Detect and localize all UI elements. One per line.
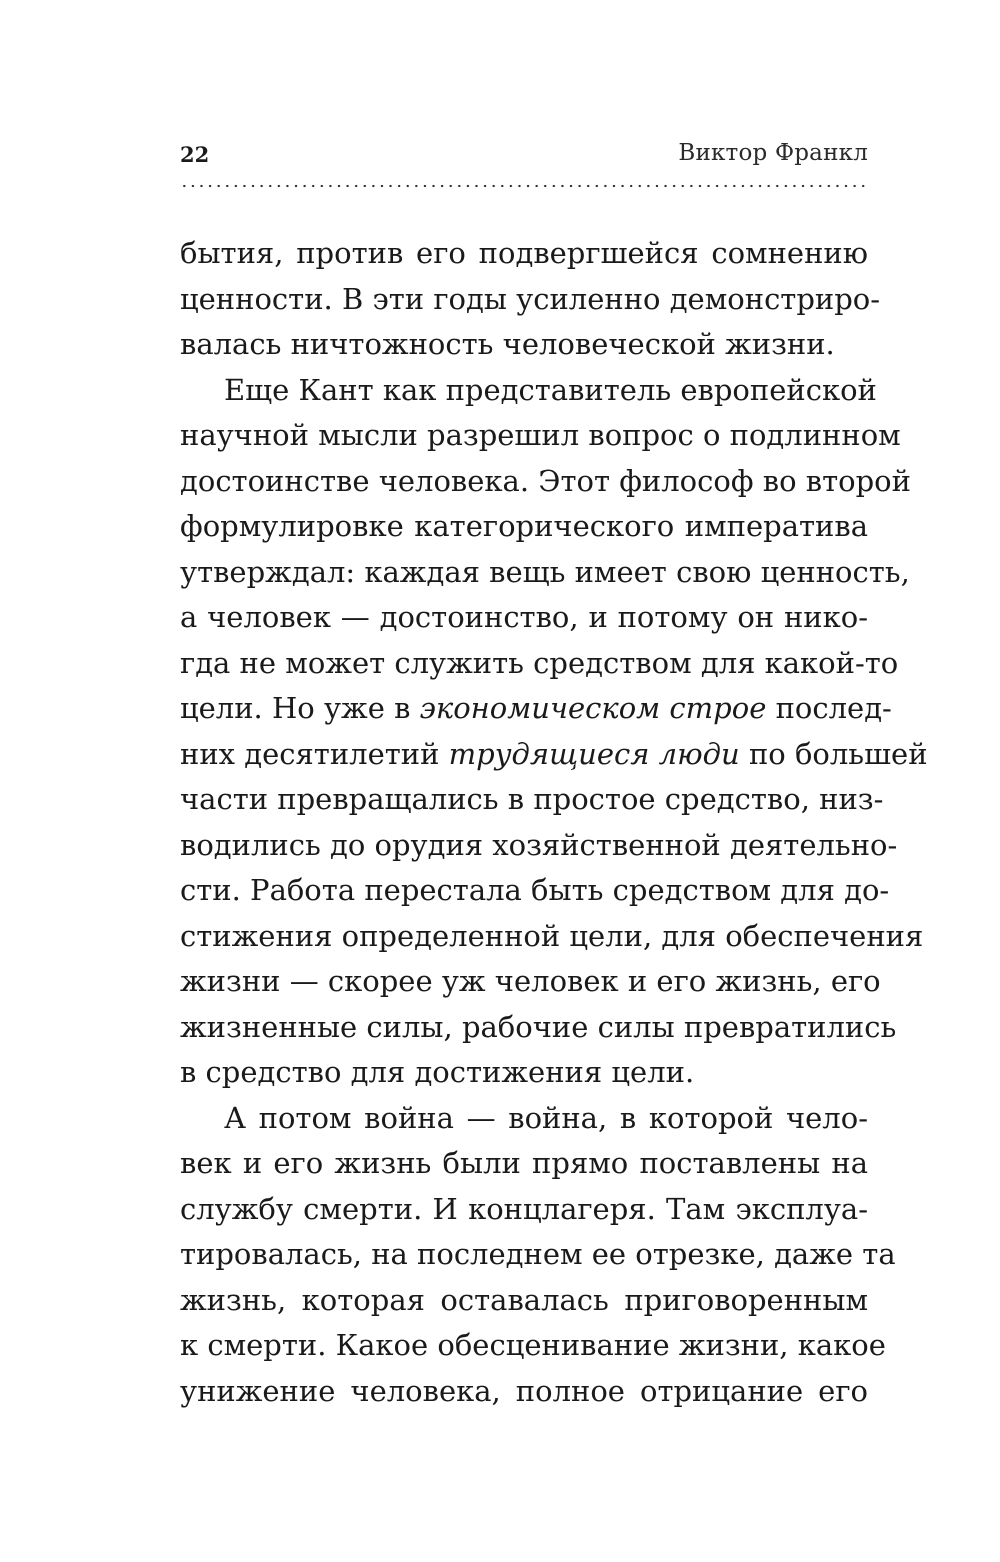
- text-line: ценности. В эти годы усиленно демонстриро-: [180, 281, 881, 316]
- text-run: цели. Но уже в: [180, 691, 420, 725]
- text-line: стижения определенной цели, для обеспечения: [180, 918, 924, 953]
- italic-phrase: экономическом строе: [419, 691, 767, 725]
- text-line: утверждал: каждая вещь имеет свою ценность,: [180, 554, 910, 589]
- text-line: к смерти. Какое обесценивание жизни, какое: [180, 1328, 886, 1362]
- text-line: достоинстве человека. Этот философ во второй: [180, 463, 911, 498]
- text-run: по большей: [739, 736, 928, 771]
- text-run: послед-: [766, 691, 892, 725]
- text-line: службу смерти. И концлагеря. Там эксплуа-: [180, 1191, 868, 1226]
- text-line: в средство для достижения цели.: [180, 1055, 695, 1089]
- text-line: сти. Работа перестала быть средством для до-: [180, 873, 890, 907]
- text-line: формулировке категорического императива: [180, 509, 868, 543]
- page-header: [180, 138, 868, 178]
- running-title: Виктор Франкл: [678, 140, 868, 166]
- text-line: жизнь, которая оставалась приговоренным: [180, 1282, 868, 1317]
- text-line: бытия, против его подвергшейся сомнению: [180, 236, 868, 270]
- italic-phrase: трудящиеся люди: [448, 736, 740, 771]
- text-line: жизни — скорее уж человек и его жизнь, его: [180, 964, 881, 998]
- text-line: жизненные силы, рабочие силы превратились: [180, 1009, 897, 1044]
- body-text: [180, 231, 928, 1414]
- text-run: них десятилетий: [180, 736, 449, 771]
- text-line: гда не может служить средством для какой-то: [180, 645, 899, 680]
- text-line: век и его жизнь были прямо поставлены на: [180, 1146, 868, 1180]
- text-line-with-italic: [180, 732, 928, 778]
- dotted-divider: [180, 184, 870, 188]
- text-line-with-italic: [180, 686, 892, 732]
- text-line: валась ничтожность человеческой жизни.: [180, 327, 835, 361]
- text-line: научной мысли разрешил вопрос о подлинном: [180, 418, 901, 452]
- text-line: а человек — достоинство, и потому он нико-: [180, 600, 868, 634]
- text-line: тировалась, на последнем ее отрезке, даже та: [180, 1237, 896, 1271]
- paragraph-first-line: А потом война — война, в которой чело-: [224, 1100, 868, 1135]
- text-line: части превращались в простое средство, низ-: [180, 782, 884, 816]
- text-line: водились до орудия хозяйственной деятельно-: [180, 827, 898, 862]
- paragraph-first-line: Еще Кант как представитель европейской: [224, 372, 877, 407]
- page-number: 22: [180, 142, 210, 167]
- text-line: унижение человека, полное отрицание его: [180, 1373, 868, 1408]
